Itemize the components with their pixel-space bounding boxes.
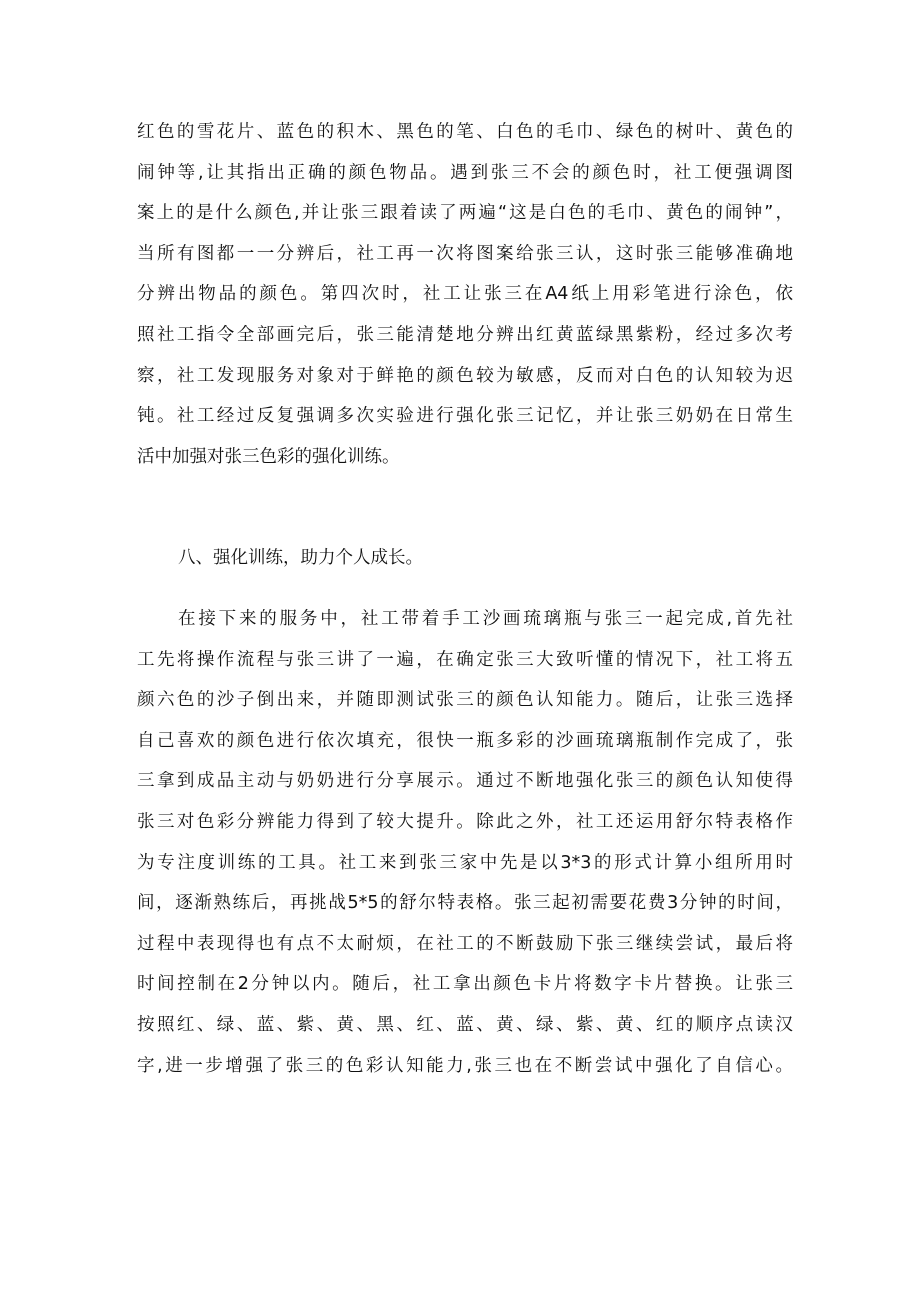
- section-heading: [137, 538, 793, 579]
- text-line: 工先将操作流程与张三讲了一遍，在确定张三大致听懂的情况下，社工将五: [137, 649, 793, 670]
- text-line: 时间控制在2分钟以内。随后，社工拿出颜色卡片将数字卡片替换。让张三: [137, 974, 793, 995]
- text-line: 为专注度训练的工具。社工来到张三家中先是以3*3的形式计算小组所用时: [137, 852, 793, 873]
- text-line: 按照红、绿、蓝、紫、黄、黑、红、蓝、黄、绿、紫、黄、红的顺序点读汉: [137, 1014, 793, 1035]
- text-line: 自己喜欢的颜色进行依次填充，很快一瓶多彩的沙画琉璃瓶制作完成了，张: [137, 730, 793, 751]
- text-line: 案上的是什么颜色,并让张三跟着读了两遍“这是白色的毛巾、黄色的闹钟”，: [137, 203, 793, 224]
- text-line: 照社工指令全部画完后，张三能清楚地分辨出红黄蓝绿黑紫粉，经过多次考: [137, 324, 793, 345]
- section-heading-text: 八、强化训练，助力个人成长。: [178, 548, 423, 568]
- text-line: 分辨出物品的颜色。第四次时，社工让张三在A4纸上用彩笔进行涂色，依: [137, 284, 793, 305]
- text-line: 过程中表现得也有点不太耐烦，在社工的不断鼓励下张三继续尝试，最后将: [137, 933, 793, 954]
- text-line: 张三对色彩分辨能力得到了较大提升。除此之外，社工还运用舒尔特表格作: [137, 811, 793, 832]
- text-line: 颜六色的沙子倒出来，并随即测试张三的颜色认知能力。随后，让张三选择: [137, 690, 793, 711]
- text-line: 活中加强对张三色彩的强化训练。: [137, 446, 400, 467]
- text-line: 间，逐渐熟练后，再挑战5*5的舒尔特表格。张三起初需要花费3分钟的时间，: [137, 893, 793, 914]
- text-line: 字,进一步增强了张三的色彩认知能力,张三也在不断尝试中强化了自信心。: [137, 1055, 793, 1076]
- paragraph-color-recognition: [137, 112, 793, 477]
- text-line: 闹钟等,让其指出正确的颜色物品。遇到张三不会的颜色时，社工便强调图: [137, 162, 793, 183]
- paragraph-intensive-training: [137, 599, 793, 1086]
- text-line: 察，社工发现服务对象对于鲜艳的颜色较为敏感，反而对白色的认知较为迟: [137, 365, 793, 386]
- text-line: 在接下来的服务中，社工带着手工沙画琉璃瓶与张三一起完成,首先社: [178, 609, 793, 629]
- text-line: 当所有图都一一分辨后，社工再一次将图案给张三认，这时张三能够准确地: [137, 243, 793, 264]
- text-line: 钝。社工经过反复强调多次实验进行强化张三记忆，并让张三奶奶在日常生: [137, 406, 793, 427]
- text-line: 三拿到成品主动与奶奶进行分享展示。通过不断地强化张三的颜色认知使得: [137, 771, 793, 792]
- text-line: 红色的雪花片、蓝色的积木、黑色的笔、白色的毛巾、绿色的树叶、黄色的: [137, 122, 793, 142]
